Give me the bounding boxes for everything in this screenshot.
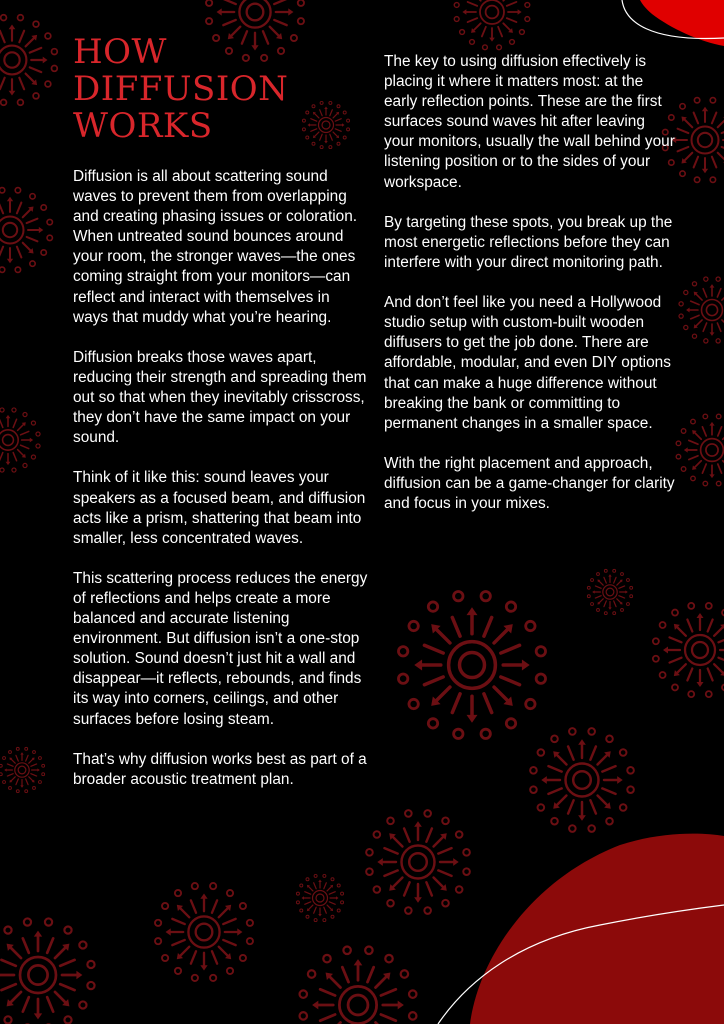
burst-ornament xyxy=(398,591,545,738)
burst-ornament xyxy=(454,0,529,50)
burst-ornament xyxy=(0,188,52,273)
paragraph: And don’t feel like you need a Hollywood studio setup with custom-built wooden diffusers to get the job done. There are affordable, modular, and even DIY options that can make a huge difference without breaking the bank or committing to permanent changes in a smaller space. xyxy=(384,294,671,432)
paragraph: That’s why diffusion works best as part of a broader acoustic treatment plan. xyxy=(73,750,367,788)
right-column xyxy=(384,52,676,534)
burst-ornament xyxy=(296,874,343,921)
burst-ornament xyxy=(366,810,470,914)
burst-ornament xyxy=(302,101,349,148)
burst-ornament xyxy=(0,408,40,472)
top-right-blob xyxy=(640,0,724,46)
left-column xyxy=(73,167,368,810)
burst-ornament xyxy=(676,414,724,486)
burst-ornament xyxy=(0,747,45,792)
burst-ornament xyxy=(0,918,95,1024)
paragraph: By targeting these spots, you break up the most energetic reflections before they can interfere with your direct monitoring path. xyxy=(384,213,673,271)
burst-ornament xyxy=(653,603,724,697)
burst-ornament xyxy=(679,277,724,343)
burst-ornament xyxy=(587,569,632,614)
paragraph: Diffusion is all about scattering sound waves to prevent them from overlapping and creating phasing issues or coloration. When untreated sound bounces around your room, the stronger waves—the ones coming straight from your monitors—can reflect and interact with themselves in ways that muddy what you’re hearing. xyxy=(73,168,358,326)
burst-ornament xyxy=(0,15,57,105)
paragraph: With the right placement and approach, diffusion can be a game-changer for clarity and focus in your mixes. xyxy=(384,454,675,513)
burst-ornament xyxy=(530,728,634,832)
paragraph: Think of it like this: sound leaves your speakers as a focused beam, and diffusion acts like a prism, shattering that beam into smaller, less concentrated waves. xyxy=(73,469,366,547)
paragraph: This scattering process reduces the energy of reflections and helps create a more balanced and accurate listening environment. But diffusion isn’t a one-stop solution. Sound doesn’t just hit a wall and disappear—it reflects, rebounds, and finds its way into corners, ceilings, and other surfaces before losing steam. xyxy=(73,569,368,728)
page-title: HOW DIFFUSION WORKS xyxy=(73,32,289,146)
paragraph: Diffusion breaks those waves apart, reducing their strength and spreading them out so that when they inevitably crisscross, they don’t have the same impact on your sound. xyxy=(73,348,367,447)
burst-ornament xyxy=(155,883,253,981)
paragraph: The key to using diffusion effectively is placing it where it matters most: at the early reflection points. These are the first surfaces sound waves hit after leaving your monitors, usually the wall behind your listening position or to the sides of your workspace. xyxy=(384,53,675,191)
burst-ornament xyxy=(300,947,417,1024)
bottom-right-blob xyxy=(470,834,724,1024)
